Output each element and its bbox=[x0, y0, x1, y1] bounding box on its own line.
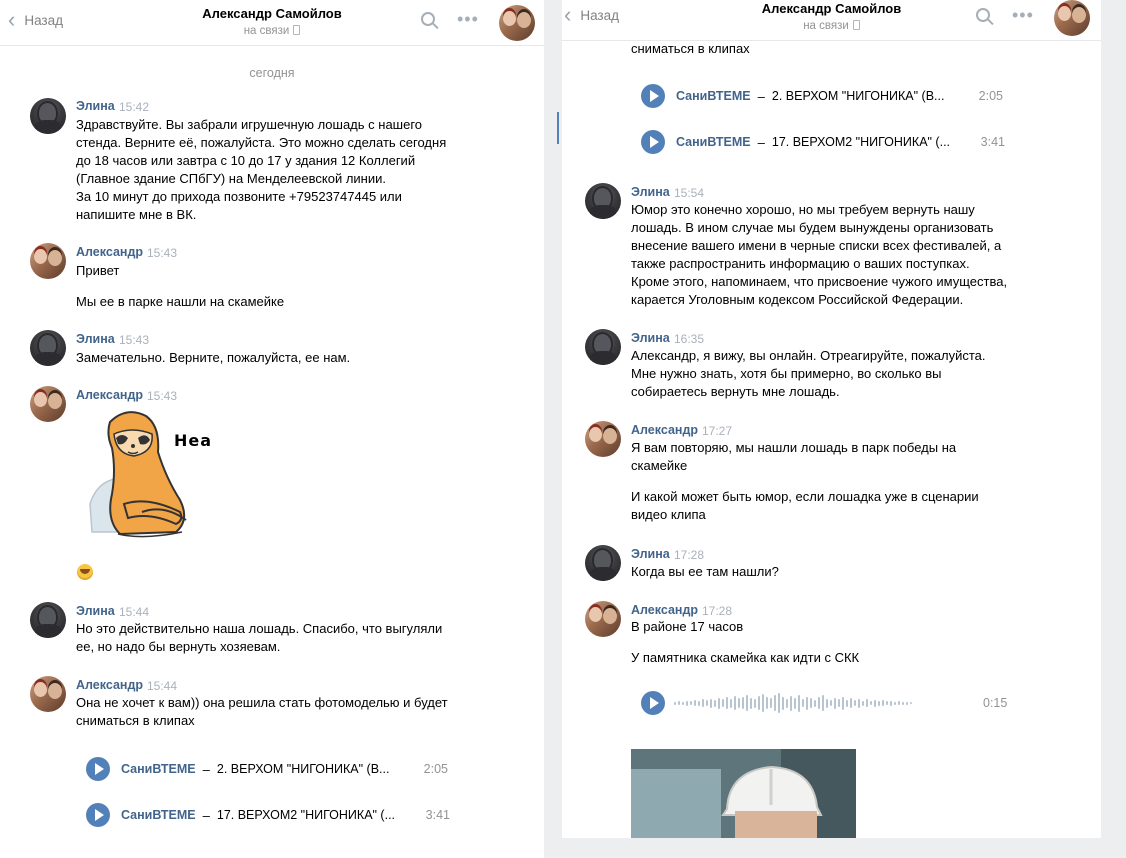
play-icon[interactable] bbox=[641, 691, 665, 715]
waveform-bar bbox=[862, 701, 864, 706]
waveform-bar bbox=[878, 701, 880, 706]
author-name[interactable]: Александр bbox=[76, 245, 144, 259]
chevron-left-icon: ‹ bbox=[8, 7, 16, 32]
avatar[interactable] bbox=[30, 243, 66, 279]
audio-dash: – bbox=[757, 88, 765, 104]
waveform-bar bbox=[814, 700, 816, 707]
waveform-bar bbox=[798, 695, 800, 712]
rofl-emoji bbox=[77, 564, 93, 580]
waveform-bar bbox=[782, 697, 784, 710]
waveform-bar bbox=[846, 700, 848, 707]
author-name[interactable]: Элина bbox=[76, 332, 115, 346]
voice-duration: 0:15 bbox=[983, 696, 1008, 710]
waveform-bar bbox=[758, 696, 760, 710]
audio-title: 17. ВЕРХОМ2 "НИГОНИКА" (... bbox=[771, 135, 951, 149]
waveform-bar bbox=[858, 699, 860, 708]
waveform-bar bbox=[830, 700, 832, 706]
sloth-sticker[interactable] bbox=[84, 408, 214, 540]
author-name[interactable]: Элина bbox=[631, 331, 670, 345]
audio-dash: – bbox=[202, 761, 210, 777]
message-time: 15:54 bbox=[674, 186, 705, 200]
waveform-bar bbox=[822, 695, 824, 711]
message-text: Замечательно. Верните, пожалуйста, ее нам. bbox=[76, 350, 351, 365]
author-name[interactable]: Элина bbox=[76, 99, 115, 113]
audio-duration: 3:41 bbox=[980, 135, 1005, 149]
author-name[interactable]: Элина bbox=[76, 604, 115, 618]
waveform-bar bbox=[834, 698, 836, 709]
message-text: У памятника скамейка как идти с СКК bbox=[631, 650, 860, 665]
avatar[interactable] bbox=[585, 329, 621, 365]
author-name[interactable]: Александр bbox=[76, 678, 144, 692]
waveform-bar bbox=[722, 699, 724, 707]
message-time: 17:27 bbox=[702, 424, 733, 438]
waveform-bar bbox=[806, 697, 808, 710]
waveform-bar bbox=[894, 702, 896, 705]
waveform-bar bbox=[874, 700, 876, 707]
back-label: Назад bbox=[24, 12, 64, 28]
waveform-bar bbox=[726, 697, 728, 709]
audio-dash: – bbox=[757, 134, 765, 150]
chevron-left-icon: ‹ bbox=[564, 2, 572, 27]
message-time: 15:43 bbox=[147, 246, 178, 260]
message-time: 15:44 bbox=[119, 605, 150, 619]
waveform-bar bbox=[694, 700, 696, 706]
waveform-bar bbox=[910, 702, 912, 704]
search-icon[interactable] bbox=[976, 8, 990, 22]
waveform-bar bbox=[754, 699, 756, 708]
waveform-bar bbox=[838, 699, 840, 707]
waveform-bar bbox=[774, 695, 776, 711]
waveform-bar bbox=[750, 698, 752, 709]
chat-header bbox=[562, 0, 1101, 41]
message-time: 17:28 bbox=[674, 548, 705, 562]
waveform-bar bbox=[866, 699, 868, 707]
waveform-bar bbox=[678, 701, 680, 705]
waveform-bar bbox=[698, 701, 700, 706]
author-name[interactable]: Александр bbox=[76, 388, 144, 402]
avatar[interactable] bbox=[30, 676, 66, 712]
message-text: Я вам повторяю, мы нашли лошадь в парк победы на скамейке bbox=[631, 440, 957, 473]
waveform-bar bbox=[686, 701, 688, 706]
photo-attachment[interactable] bbox=[631, 749, 856, 838]
waveform-bar bbox=[906, 702, 908, 705]
phone-icon bbox=[853, 20, 860, 30]
audio-artist[interactable]: СаниВТЕМЕ bbox=[121, 808, 196, 822]
photo-content bbox=[631, 749, 856, 838]
avatar[interactable] bbox=[585, 183, 621, 219]
phone-icon bbox=[293, 25, 300, 35]
play-icon[interactable] bbox=[86, 803, 110, 827]
message-time: 16:35 bbox=[674, 332, 705, 346]
message-text: Юмор это конечно хорошо, но мы требуем вернуть нашу лошадь. В ином случае мы будем вынуждены организовать внесение вашего имени в черные списки всех фестивалей, а также распространить информацию о ваших поступках. Кроме этого, напоминаем, что присвоение чужого имущества, карается Уголовным кодексом Российской Федерации. bbox=[631, 202, 1008, 307]
audio-dash: – bbox=[202, 807, 210, 823]
page-background-bottom bbox=[562, 838, 1101, 858]
audio-duration: 2:05 bbox=[978, 89, 1003, 103]
more-icon[interactable]: ••• bbox=[457, 9, 479, 29]
waveform-bar bbox=[790, 696, 792, 711]
author-name[interactable]: Элина bbox=[631, 185, 670, 199]
waveform-bar bbox=[706, 700, 708, 706]
waveform-bar bbox=[802, 699, 804, 707]
audio-track[interactable] bbox=[641, 82, 1003, 110]
waveform-bar bbox=[674, 702, 676, 705]
waveform-bar bbox=[738, 698, 740, 708]
play-icon[interactable] bbox=[641, 84, 665, 108]
audio-artist[interactable]: СаниВТЕМЕ bbox=[121, 762, 196, 776]
chat-panel-left bbox=[0, 0, 544, 858]
voice-waveform[interactable] bbox=[674, 691, 914, 715]
audio-track[interactable] bbox=[641, 128, 1005, 156]
waveform-bar bbox=[682, 702, 684, 705]
audio-artist[interactable]: СаниВТЕМЕ bbox=[676, 89, 751, 103]
waveform-bar bbox=[702, 699, 704, 707]
message-time: 15:44 bbox=[147, 679, 178, 693]
header-avatar[interactable] bbox=[1054, 0, 1090, 36]
play-icon[interactable] bbox=[641, 130, 665, 154]
message-text: Когда вы ее там нашли? bbox=[631, 564, 779, 579]
message-text: Но это действительно наша лошадь. Спасибо, что выгуляли ее, но надо бы вернуть хозяевам. bbox=[76, 621, 443, 654]
avatar[interactable] bbox=[585, 601, 621, 637]
audio-track[interactable] bbox=[86, 755, 448, 783]
author-name[interactable]: Элина bbox=[631, 547, 670, 561]
back-label: Назад bbox=[580, 7, 620, 23]
chat-header bbox=[0, 0, 544, 46]
play-icon[interactable] bbox=[86, 757, 110, 781]
avatar[interactable] bbox=[30, 386, 66, 422]
waveform-bar bbox=[710, 699, 712, 708]
message-time: 17:28 bbox=[702, 604, 733, 618]
waveform-bar bbox=[818, 697, 820, 709]
status-text: на связи bbox=[243, 25, 290, 37]
waveform-bar bbox=[810, 698, 812, 708]
message-time: 15:43 bbox=[119, 333, 150, 347]
waveform-bar bbox=[826, 699, 828, 708]
search-icon[interactable] bbox=[421, 12, 435, 26]
author-name[interactable]: Александр bbox=[631, 603, 699, 617]
chat-title: Александр Самойлов bbox=[761, 1, 902, 16]
waveform-bar bbox=[766, 697, 768, 709]
audio-duration: 3:41 bbox=[425, 808, 450, 822]
day-separator: сегодня bbox=[249, 66, 295, 80]
waveform-bar bbox=[762, 694, 764, 712]
avatar[interactable] bbox=[585, 421, 621, 457]
waveform-bar bbox=[730, 699, 732, 708]
message-text: Мы ее в парке нашли на скамейке bbox=[76, 294, 285, 309]
waveform-bar bbox=[690, 701, 692, 705]
waveform-bar bbox=[902, 702, 904, 705]
waveform-bar bbox=[898, 701, 900, 705]
message-text: И какой может быть юмор, если лошадка уже в сценарии видео клипа bbox=[631, 489, 979, 522]
audio-track[interactable] bbox=[86, 801, 450, 829]
audio-title: 2. ВЕРХОМ "НИГОНИКА" (В... bbox=[216, 762, 390, 776]
waveform-bar bbox=[770, 698, 772, 708]
waveform-bar bbox=[882, 700, 884, 706]
audio-title: 17. ВЕРХОМ2 "НИГОНИКА" (... bbox=[216, 808, 396, 822]
header-avatar[interactable] bbox=[499, 5, 535, 41]
message-text: Она не хочет к вам)) она решила стать фотомоделью и будет сниматься в клипах bbox=[76, 695, 448, 728]
message-time: 15:43 bbox=[147, 389, 178, 403]
waveform-bar bbox=[742, 697, 744, 709]
author-name[interactable]: Александр bbox=[631, 423, 699, 437]
chat-title: Александр Самойлов bbox=[202, 6, 342, 21]
chat-panel-right bbox=[562, 0, 1101, 838]
audio-title: 2. ВЕРХОМ "НИГОНИКА" (В... bbox=[771, 89, 945, 103]
avatar[interactable] bbox=[30, 602, 66, 638]
message-text: Привет bbox=[76, 263, 120, 278]
avatar[interactable] bbox=[30, 98, 66, 134]
message-text: Александр, я вижу, вы онлайн. Отреагируйте, пожалуйста. Мне нужно знать, хотя бы примерно, во сколько вы собираетесь вернуть мне лошадь. bbox=[631, 348, 986, 399]
waveform-bar bbox=[718, 698, 720, 709]
panel-divider bbox=[544, 0, 562, 858]
scroll-position-marker bbox=[557, 112, 559, 144]
waveform-bar bbox=[886, 701, 888, 705]
waveform-bar bbox=[890, 701, 892, 706]
avatar[interactable] bbox=[30, 330, 66, 366]
message-time: 15:42 bbox=[119, 100, 150, 114]
message-text: В районе 17 часов bbox=[631, 619, 744, 634]
sticker-caption: Hea bbox=[174, 431, 213, 450]
waveform-bar bbox=[714, 700, 716, 707]
waveform-bar bbox=[870, 701, 872, 705]
audio-artist[interactable]: СаниВТЕМЕ bbox=[676, 135, 751, 149]
back-button[interactable] bbox=[564, 2, 620, 27]
waveform-bar bbox=[734, 696, 736, 710]
waveform-bar bbox=[786, 699, 788, 708]
waveform-bar bbox=[794, 698, 796, 709]
waveform-bar bbox=[746, 695, 748, 711]
page-background-right bbox=[1101, 0, 1126, 858]
more-icon[interactable]: ••• bbox=[1012, 5, 1034, 25]
waveform-bar bbox=[778, 693, 780, 713]
back-button[interactable] bbox=[8, 7, 64, 32]
waveform-bar bbox=[850, 698, 852, 708]
message-text: Здравствуйте. Вы забрали игрушечную лошадь с нашего стенда. Верните её, пожалуйста. Это можно сделать сегодня до 18 часов или завтра с 10 до 17 у здания 12 Коллегий (Главное здание СПбГУ) на Менделеевской линии. За 10 минут до прихода позвоните +79523747445 или напишите мне в ВК. bbox=[76, 117, 447, 222]
waveform-bar bbox=[842, 697, 844, 710]
audio-duration: 2:05 bbox=[423, 762, 448, 776]
message-text: сниматься в клипах bbox=[631, 41, 750, 56]
status-text: на связи bbox=[803, 20, 849, 32]
waveform-bar bbox=[854, 700, 856, 706]
avatar[interactable] bbox=[585, 545, 621, 581]
